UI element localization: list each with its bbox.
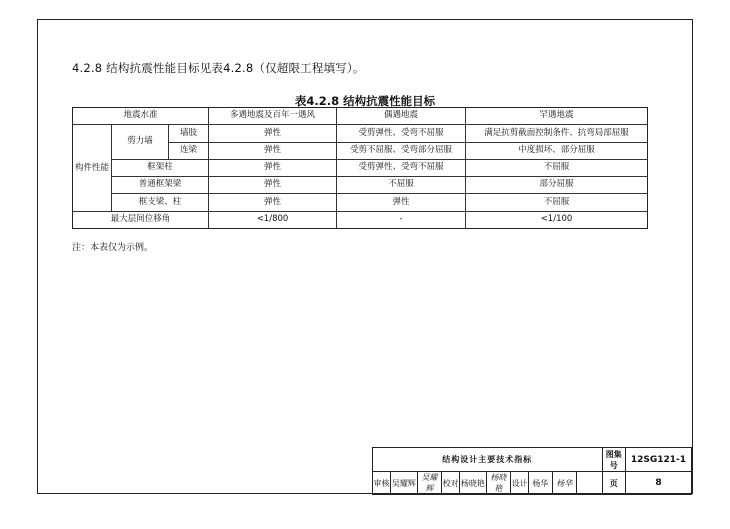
cell-occasional: - bbox=[337, 211, 466, 228]
clause-text: 4.2.8 结构抗震性能目标见表4.2.8（仅超限工程填写）。 bbox=[72, 61, 365, 75]
group-label: 构件性能 bbox=[73, 125, 112, 211]
title-block-sign-row bbox=[373, 472, 692, 495]
reviewer-signature: 吴耀辉 bbox=[417, 472, 441, 495]
cell-rare: 部分屈服 bbox=[466, 177, 648, 194]
table-title: 表4.2.8 结构抗震性能目标 bbox=[294, 94, 436, 108]
row-label: 连梁 bbox=[169, 142, 209, 159]
checker-signature: 杨晓艳 bbox=[486, 472, 510, 495]
cell-frequent: 弹性 bbox=[209, 177, 337, 194]
table-row bbox=[73, 159, 648, 176]
cell-frequent: 弹性 bbox=[209, 159, 337, 176]
cell-frequent: 弹性 bbox=[209, 142, 337, 159]
designer-name: 杨华 bbox=[529, 472, 552, 495]
cell-frequent: 弹性 bbox=[209, 194, 337, 211]
cell-rare: 满足抗剪截面控制条件、抗弯局部屈服 bbox=[466, 125, 648, 142]
table-row bbox=[73, 177, 648, 194]
shear-wall-label: 剪力墙 bbox=[112, 125, 169, 160]
cell-rare: 中度损坏、部分屈服 bbox=[466, 142, 648, 159]
drawing-frame bbox=[37, 19, 693, 494]
performance-table bbox=[72, 107, 648, 229]
header-frequent: 多遇地震及百年一遇风 bbox=[209, 108, 337, 125]
designer-signature: 杨华 bbox=[552, 472, 576, 495]
page-number: 8 bbox=[625, 472, 691, 495]
page-label: 页 bbox=[602, 472, 625, 495]
review-label: 审核 bbox=[373, 472, 391, 495]
table-header-row bbox=[73, 108, 648, 125]
check-label: 校对 bbox=[442, 472, 460, 495]
header-occasional: 偶遇地震 bbox=[337, 108, 466, 125]
cell-occasional: 受剪弹性、受弯不屈服 bbox=[337, 125, 466, 142]
cell-occasional: 受剪不屈服、受弯部分屈服 bbox=[337, 142, 466, 159]
checker-name: 杨晓艳 bbox=[460, 472, 487, 495]
cell-rare: 不屈服 bbox=[466, 159, 648, 176]
cell-rare: <1/100 bbox=[466, 211, 648, 228]
atlas-number: 12SG121-1 bbox=[625, 448, 691, 472]
cell-frequent: <1/800 bbox=[209, 211, 337, 228]
reviewer-name: 吴耀辉 bbox=[391, 472, 418, 495]
row-label: 框架柱 bbox=[112, 159, 209, 176]
header-level: 地震水准 bbox=[73, 108, 209, 125]
table-row-drift bbox=[73, 211, 648, 228]
atlas-number-label: 图集号 bbox=[602, 448, 625, 472]
row-label: 框支梁、柱 bbox=[112, 194, 209, 211]
cell-occasional: 不屈服 bbox=[337, 177, 466, 194]
cell-occasional: 受剪弹性、受弯不屈服 bbox=[337, 159, 466, 176]
table-row bbox=[73, 125, 648, 142]
table-row bbox=[73, 194, 648, 211]
header-rare: 罕遇地震 bbox=[466, 108, 648, 125]
cell-frequent: 弹性 bbox=[209, 125, 337, 142]
table-note: 注：本表仅为示例。 bbox=[72, 243, 154, 253]
row-label: 墙肢 bbox=[169, 125, 209, 142]
design-label: 设计 bbox=[511, 472, 529, 495]
title-block-top-row bbox=[373, 448, 692, 472]
row-label: 普通框架梁 bbox=[112, 177, 209, 194]
cell-occasional: 弹性 bbox=[337, 194, 466, 211]
drawing-title: 结构设计主要技术指标 bbox=[373, 448, 603, 472]
cell-rare: 不屈服 bbox=[466, 194, 648, 211]
row-label: 最大层间位移角 bbox=[73, 211, 209, 228]
blank-cell bbox=[577, 472, 603, 495]
title-block bbox=[372, 447, 692, 495]
